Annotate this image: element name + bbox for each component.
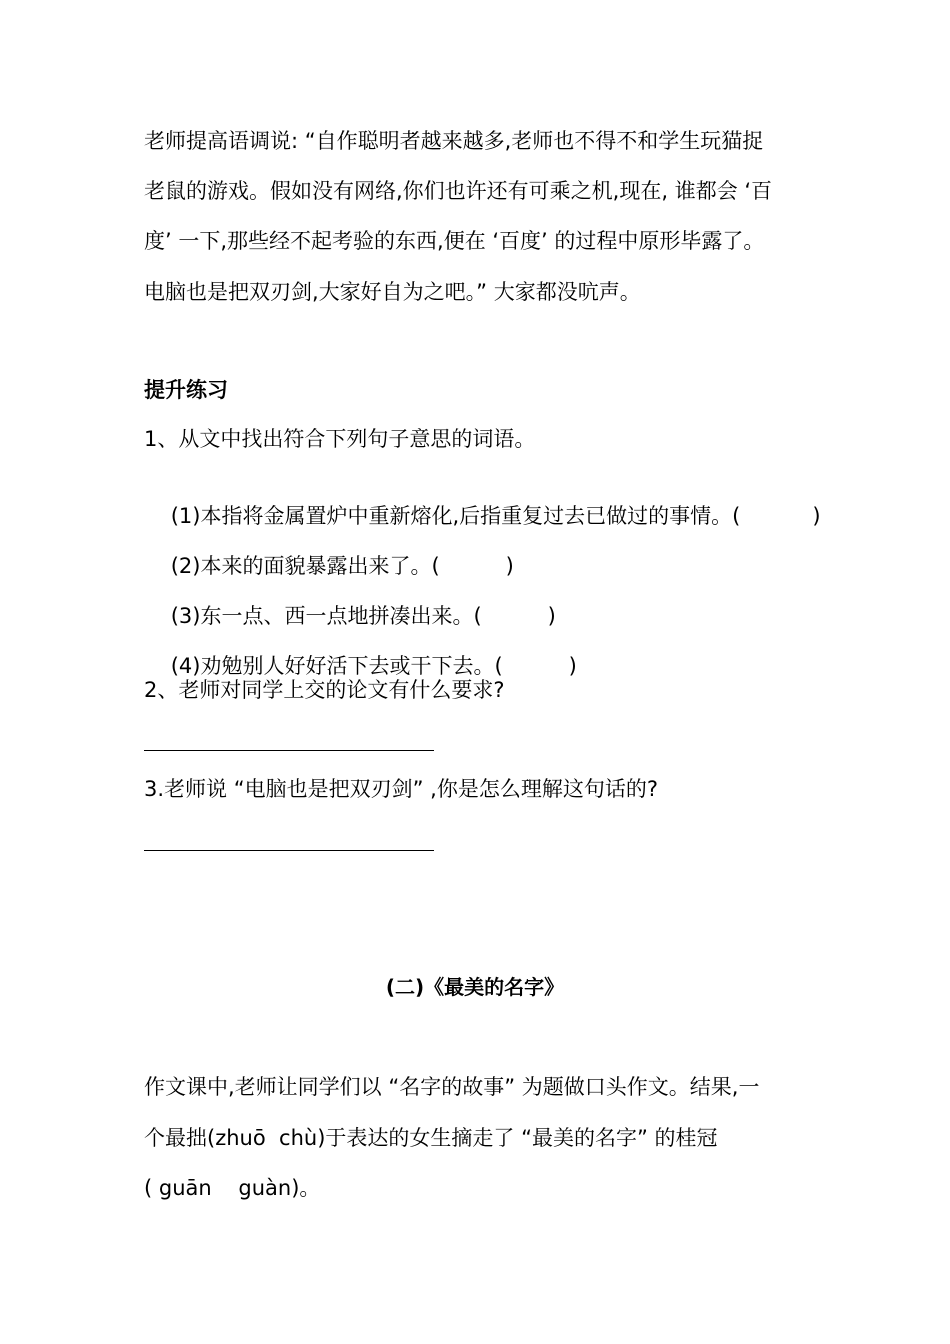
close-paren: ): [547, 604, 556, 628]
close-paren: ): [505, 554, 514, 578]
section-2-line-1: 作文课中,老师让同学们以 “名字的故事” 为题做口头作文。结果,一: [144, 1075, 760, 1099]
close-paren: ): [812, 504, 821, 528]
question-1: 1、从文中找出符合下列句子意思的词语。: [144, 427, 536, 451]
question-2: 2、老师对同学上交的论文有什么要求?: [144, 678, 505, 702]
item-text: (3)东一点、西一点地拼凑出来。(: [170, 604, 482, 628]
section-2-title: (二)《最美的名字》: [385, 975, 565, 999]
passage-line-4: 电脑也是把双刃剑,大家好自为之吧。” 大家都没吭声。: [144, 280, 641, 304]
passage-line-2: 老鼠的游戏。假如没有网络,你们也许还有可乘之机,现在, 谁都会 ‘百: [144, 179, 773, 203]
section-2-line-3: ( guān guàn)。: [144, 1176, 321, 1200]
close-paren: ): [568, 654, 577, 678]
question-3: 3.老师说 “电脑也是把双刃剑” ,你是怎么理解这句话的?: [144, 777, 658, 801]
answer-line-2[interactable]: [144, 750, 434, 751]
section-2-line-2: 个最拙(zhuō chù)于表达的女生摘走了 “最美的名字” 的桂冠: [144, 1126, 718, 1150]
exercise-heading: 提升练习: [144, 378, 228, 402]
passage-line-1: 老师提高语调说: “自作聪明者越来越多,老师也不得不和学生玩猫捉: [144, 129, 764, 153]
item-text: (4)劝勉别人好好活下去或干下去。(: [170, 654, 503, 678]
item-text: (2)本来的面貌暴露出来了。(: [170, 554, 440, 578]
item-text: (1)本指将金属置炉中重新熔化,后指重复过去已做过的事情。(: [170, 504, 741, 528]
passage-line-3: 度’ 一下,那些经不起考验的东西,便在 ‘百度’ 的过程中原形毕露了。: [144, 229, 765, 253]
answer-line-3[interactable]: [144, 850, 434, 851]
